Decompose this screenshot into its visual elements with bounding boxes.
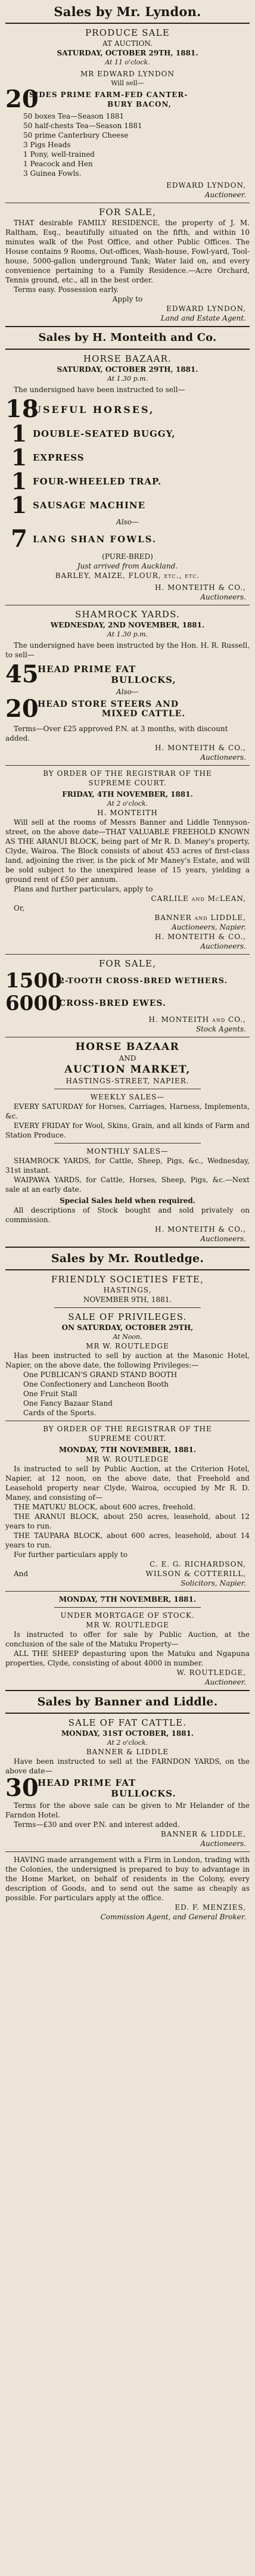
- lot-row: [5, 446, 250, 470]
- ad-body: Has been instructed to sell by auction at the Masonic Hotel, Napier, on the above date, the following Privileges:—: [5, 1351, 250, 1369]
- ad-intro: The undersigned have been instructed by the Hon. H. R. Russell, to sell—: [5, 641, 250, 659]
- ad-terms: Terms—£30 and over P.N. and interest added.: [14, 1820, 180, 1829]
- ad-note: (PURE-BRED): [102, 552, 153, 561]
- ad-date: MONDAY, 7TH NOVEMBER, 1881.: [58, 1595, 197, 1604]
- ad-title: BY ORDER OF THE REGISTRAR OF THE: [43, 1425, 212, 1433]
- ad-title: UNDER MORTGAGE OF STOCK.: [60, 1611, 195, 1620]
- signature: ED. F. MENZIES,: [175, 1903, 246, 1912]
- ad-date: NOVEMBER 9TH, 1881.: [83, 1295, 172, 1304]
- ad-produce: BARLEY, MAIZE, FLOUR, etc., etc.: [55, 571, 200, 580]
- ad-body: WAIPAWA YARDS, for Cattle, Horses, Sheep, Pigs, &c.—Next sale at an early date.: [5, 1176, 250, 1194]
- ad-note: All descriptions of Stock bought and sold privately on commission.: [5, 1206, 250, 1224]
- signature-role: Auctioneers.: [200, 942, 246, 950]
- ad-seller: BANNER & LIDDLE: [86, 1748, 169, 1756]
- lot-number: 1: [11, 444, 27, 471]
- item-list: [5, 1370, 250, 1418]
- list-item: 1 Peacock and Hen: [23, 160, 93, 168]
- list-item: Cards of the Sports.: [23, 1409, 97, 1417]
- list-item: One PUBLICAN'S GRAND STAND BOOTH: [23, 1371, 178, 1379]
- ad-title: SUPREME COURT.: [88, 1434, 167, 1443]
- ad-body: EVERY FRIDAY for Wool, Skins, Grain, and all kinds of Farm and Station Produce.: [5, 1121, 250, 1139]
- ad-horse-bazaar: [5, 353, 250, 602]
- ad-title: SALE OF FAT CATTLE.: [68, 1717, 187, 1728]
- lot-row: [5, 422, 250, 446]
- list-item: 50 boxes Tea—Season 1881: [23, 112, 125, 120]
- lot-number: 7: [11, 525, 27, 553]
- signature: H. MONTEITH and CO.,: [148, 1015, 246, 1024]
- agent-role: Auctioneers, Napier.: [172, 923, 246, 931]
- signature: H. MONTEITH & CO.,: [155, 1225, 246, 1233]
- ad-auction-market: [5, 1040, 250, 1244]
- lot-text: [38, 700, 250, 719]
- ad-title: SALE OF PRIVILEGES.: [68, 1312, 187, 1322]
- signature: H. MONTEITH & CO.,: [155, 933, 246, 941]
- divider: [5, 1269, 250, 1270]
- lot-text: CROSS-BRED EWES.: [59, 999, 166, 1008]
- ad-subheading: WEEKLY SALES—: [90, 1093, 165, 1101]
- ad-date: SATURDAY, OCTOBER 29TH, 1881.: [57, 49, 198, 57]
- lot-number: 1: [11, 492, 27, 518]
- ad-subtitle: AT AUCTION.: [102, 39, 153, 48]
- divider: [54, 1307, 201, 1308]
- ad-date: FRIDAY, 4TH NOVEMBER, 1881.: [62, 790, 193, 798]
- list-item: 3 Pigs Heads: [23, 141, 71, 149]
- ad-or: Or,: [14, 904, 25, 912]
- lot-row: [5, 493, 250, 517]
- ad-seller: MR W. ROUTLEDGE: [86, 1455, 169, 1463]
- lot-line: MIXED CATTLE.: [101, 709, 186, 719]
- ad-time: At 1.30 p.m.: [107, 375, 148, 383]
- ad-commission-agent: [5, 1855, 250, 1922]
- lot-number: 1: [11, 420, 27, 447]
- lot-line: HEAD PRIME FAT: [38, 664, 136, 675]
- divider: [5, 1851, 250, 1852]
- lot-text: DOUBLE-SEATED BUGGY,: [33, 428, 176, 439]
- ad-body: SHAMROCK YARDS, for Cattle, Sheep, Pigs, &c., Wednesday, 31st instant.: [5, 1157, 250, 1174]
- lot-line: HEAD STORE STEERS AND: [38, 700, 179, 709]
- lot-row: [5, 992, 250, 1015]
- ad-title: FOR SALE,: [98, 958, 157, 969]
- ad-time: At 11 o'clock.: [105, 58, 150, 66]
- ad-produce-sale: [5, 27, 250, 200]
- section-header-lyndon: Sales by Mr. Lyndon.: [54, 4, 201, 19]
- ad-note: Special Sales held when required.: [60, 1197, 195, 1205]
- list-item: 50 prime Canterbury Cheese: [23, 131, 129, 139]
- signature-role: Auctioneer.: [204, 1678, 246, 1686]
- ad-shamrock-yards: [5, 608, 250, 762]
- ad-date: WEDNESDAY, 2ND NOVEMBER, 1881.: [50, 621, 205, 629]
- lot-text: [38, 1778, 250, 1799]
- ad-lot: ALL THE SHEEP depasturing upon the Matuku and Ngapuna properties, Clyde, consisting of about 4000 in number.: [5, 1649, 250, 1667]
- lot-row: [5, 970, 250, 992]
- ad-intro: The undersigned have been instructed to sell—: [14, 386, 185, 394]
- signature-role: Stock Agents.: [195, 1025, 246, 1033]
- list-item: 50 half-chests Tea—Season 1881: [23, 122, 142, 130]
- signature-role: Land and Estate Agent.: [160, 314, 246, 322]
- ad-registrar-aranui: [5, 769, 250, 951]
- ad-friendly-societies-fete: [5, 1273, 250, 1418]
- ad-apply: Apply to: [112, 295, 143, 303]
- section-header-monteith: Sales by H. Monteith and Co.: [38, 331, 217, 344]
- lot-line: BULLOCKS,: [111, 675, 176, 685]
- lot-text: EXPRESS: [33, 452, 85, 463]
- ad-time: At 2 o'clock.: [107, 800, 148, 807]
- list-item: 1 Pony, well-trained: [23, 150, 95, 159]
- lot-number: 20: [5, 695, 39, 723]
- ad-seller: MR W. ROUTLEDGE: [86, 1621, 169, 1629]
- ad-street: HASTINGS-STREET, NAPIER.: [66, 1077, 189, 1085]
- ad-time: At 2 o'clock.: [107, 1739, 148, 1747]
- lot-text: LANG SHAN FOWLS.: [33, 534, 157, 545]
- ad-subheading: MONTHLY SALES—: [86, 1147, 169, 1155]
- ad-body: Is instructed to offer for sale by Public Auction, at the conclusion of the sale of the Matuku Property—: [5, 1630, 250, 1648]
- lot-row: [5, 397, 250, 422]
- ad-body: EVERY SATURDAY for Horses, Carriages, Harness, Implements, &c.: [5, 1102, 250, 1120]
- ad-wethers-for-sale: [5, 958, 250, 1034]
- divider: [5, 1591, 250, 1592]
- list-item: One Confectionery and Luncheon Booth: [23, 1380, 169, 1388]
- ad-block: THE MATUKU BLOCK, about 600 acres, freehold.: [14, 1503, 195, 1511]
- agent: C. E. G. RICHARDSON,: [150, 1560, 246, 1568]
- divider: [5, 349, 250, 350]
- agent: CARLILE and McLEAN,: [151, 894, 246, 903]
- ad-and: AND: [119, 1054, 136, 1062]
- lot-number: 20: [5, 85, 39, 113]
- divider: [5, 1690, 250, 1691]
- ad-date: MONDAY, 7TH NOVEMBER, 1881.: [58, 1446, 197, 1454]
- ad-will-sell: Will sell—: [111, 79, 144, 87]
- ad-body: Is instructed to sell by Public Auction, at the Criterion Hotel, Napier, at 12 noon, on the above date, that Freehold and Leasehold property near Clyde, Wairoa, occupied by Mr R. D. Maney, and consisting of—: [5, 1465, 250, 1502]
- ad-note: Just arrived from Auckland.: [77, 562, 178, 570]
- ad-place: HASTINGS,: [103, 1286, 152, 1294]
- signature: H. MONTEITH & CO.,: [155, 583, 246, 592]
- ad-fat-cattle: [5, 1717, 250, 1848]
- divider: [5, 765, 250, 766]
- ad-also: Also—: [116, 688, 139, 696]
- ad-title: SUPREME COURT.: [88, 779, 167, 787]
- signature-role: Auctioneers.: [200, 1839, 246, 1848]
- ad-and: And: [14, 1570, 29, 1578]
- ad-seller: MR EDWARD LYNDON: [80, 70, 175, 78]
- ad-seller: H. MONTEITH: [97, 809, 158, 817]
- ad-body: HAVING made arrangement with a Firm in London, trading with the Colonies, the undersigned is prepared to buy to advantage in the Home Market, on behalf of residents in the Colony, every description of Goods, and to send out the same as cheaply as possible. For particulars apply at the office.: [5, 1856, 250, 1902]
- ad-title: AUCTION MARKET,: [64, 1064, 191, 1076]
- signature-role: Auctioneers.: [200, 753, 246, 762]
- lot-text: [38, 664, 250, 685]
- ad-registrar-matuku: [5, 1424, 250, 1588]
- ad-time: At 1.30 p.m.: [107, 630, 148, 638]
- lot-text: SAUSAGE MACHINE: [33, 500, 146, 511]
- lot-number: 6000: [5, 992, 62, 1015]
- ad-body: THAT desirable FAMILY RESIDENCE, the property of J. M. Raltham, Esq., beautifully situated on the fifth, and within 10 minutes walk of the Post Office, and other Public Offices. The House contains 9 Rooms, Out-offices, Wash-house, Fowl-yard, Tool-house, 5000-gallon underground Tank; Water laid on, and every convenience pertaining to a Family Residence.—Acre Orchard, Tennis ground, etc., all in the best order.: [5, 219, 250, 284]
- lot-row: [5, 697, 250, 722]
- divider: [5, 326, 250, 327]
- agent-role: Solicitors, Napier.: [181, 1579, 246, 1587]
- ad-title: FOR SALE,: [98, 207, 157, 217]
- ad-title: HORSE BAZAAR.: [83, 353, 172, 364]
- ad-seller: MR W. ROUTLEDGE: [86, 1342, 169, 1350]
- lot-line: SIDES PRIME FARM-FED CANTER-: [29, 91, 188, 99]
- agent: BANNER and LIDDLE,: [154, 913, 246, 922]
- list-item: One Fancy Bazaar Stand: [23, 1399, 113, 1407]
- signature: H. MONTEITH & CO.,: [155, 744, 246, 752]
- section-header-banner: Sales by Banner and Liddle.: [37, 1695, 218, 1708]
- lot-row: [5, 85, 250, 113]
- signature-role: Auctioneers.: [200, 593, 246, 601]
- divider: [5, 23, 250, 24]
- ad-title: PRODUCE SALE: [85, 27, 170, 38]
- ad-date: SATURDAY, OCTOBER 29TH, 1881.: [57, 365, 198, 374]
- signature: EDWARD LYNDON,: [166, 304, 246, 313]
- lot-row: [5, 527, 250, 552]
- signature: BANNER & LIDDLE,: [160, 1830, 246, 1838]
- signature-role: Auctioneer.: [204, 191, 246, 199]
- ad-block: THE TAUPARA BLOCK, about 600 acres, leasehold, about 14 years to run.: [5, 1531, 250, 1549]
- signature-role: Commission Agent, and General Broker.: [100, 1913, 246, 1921]
- lot-line: BURY BACON,: [107, 100, 172, 108]
- ad-terms: Terms easy. Possession early.: [14, 285, 119, 294]
- ad-residence-for-sale: [5, 206, 250, 323]
- ad-date: ON SATURDAY, OCTOBER 29TH,: [61, 1323, 194, 1332]
- agent-row: [5, 1569, 250, 1578]
- ad-body: Will sell at the rooms of Messrs Banner and Liddle Tennyson-street, on the above date—THAT VALUABLE FREEHOLD KNOWN AS THE ARANUI BLOCK, being part of Mr R. D. Maney's property, Clyde, Wairoa. The Block consists of about 453 acres of first-class land, adjoining the river, is the pick of Mr Maney's Estate, and will be sold subject to the unexpired lease of 15 years, yielding a ground rent of £50 per annum.: [5, 818, 250, 884]
- ad-title: SHAMROCK YARDS.: [75, 609, 180, 620]
- ad-terms: Terms—Over £25 approved P.N. at 3 months, with discount added.: [5, 725, 228, 742]
- divider: [5, 1247, 250, 1248]
- lot-text: USEFUL HORSES,: [33, 403, 155, 415]
- divider: [5, 1713, 250, 1714]
- signature-role: Auctioneers.: [200, 1235, 246, 1243]
- lot-number: 1: [11, 468, 27, 495]
- lot-number: 18: [5, 395, 39, 423]
- lot-number: 30: [5, 1774, 39, 1802]
- ad-also: Also—: [116, 518, 139, 526]
- item-list: [5, 111, 250, 178]
- lot-text: 2-TOOTH CROSS-BRED WETHERS.: [59, 976, 228, 986]
- agent: WILSON & COTTERILL,: [145, 1570, 246, 1578]
- lot-text: [29, 90, 250, 109]
- ad-body: Have been instructed to sell at the FARNDON YARDS, on the above date—: [5, 1757, 250, 1775]
- divider: [5, 954, 250, 955]
- signature: EDWARD LYNDON,: [166, 181, 246, 189]
- divider: [54, 1607, 201, 1608]
- signature: W. ROUTLEDGE,: [176, 1668, 246, 1677]
- lot-number: 1500: [5, 969, 62, 993]
- ad-block: THE ARANUI BLOCK, about 250 acres, leasehold, about 12 years to run.: [5, 1512, 250, 1530]
- ad-mortgage-stock: [5, 1595, 250, 1687]
- lot-line: BULLOCKS.: [111, 1788, 176, 1799]
- ad-terms: Terms for the above sale can be given to Mr Helander of the Farndon Hotel.: [5, 1801, 250, 1819]
- lot-number: 45: [5, 660, 39, 688]
- lot-row: [5, 662, 250, 687]
- lot-row: [5, 1776, 250, 1801]
- ad-title: FRIENDLY SOCIETIES FETE,: [51, 1274, 204, 1285]
- list-item: One Fruit Stall: [23, 1390, 77, 1398]
- ad-apply: Plans and further particulars, apply to: [14, 885, 153, 893]
- list-item: 3 Guinea Fowls.: [23, 169, 82, 178]
- ad-title: BY ORDER OF THE REGISTRAR OF THE: [43, 769, 212, 778]
- ad-date: MONDAY, 31ST OCTOBER, 1881.: [61, 1729, 194, 1738]
- section-header-routledge: Sales by Mr. Routledge.: [51, 1252, 204, 1265]
- ad-title: HORSE BAZAAR: [75, 1041, 180, 1053]
- ad-apply: For further particulars apply to: [14, 1550, 128, 1559]
- lot-text: FOUR-WHEELED TRAP.: [33, 476, 162, 487]
- ad-time: At Noon.: [113, 1333, 142, 1341]
- lot-row: [5, 470, 250, 493]
- lot-line: HEAD PRIME FAT: [38, 1778, 136, 1788]
